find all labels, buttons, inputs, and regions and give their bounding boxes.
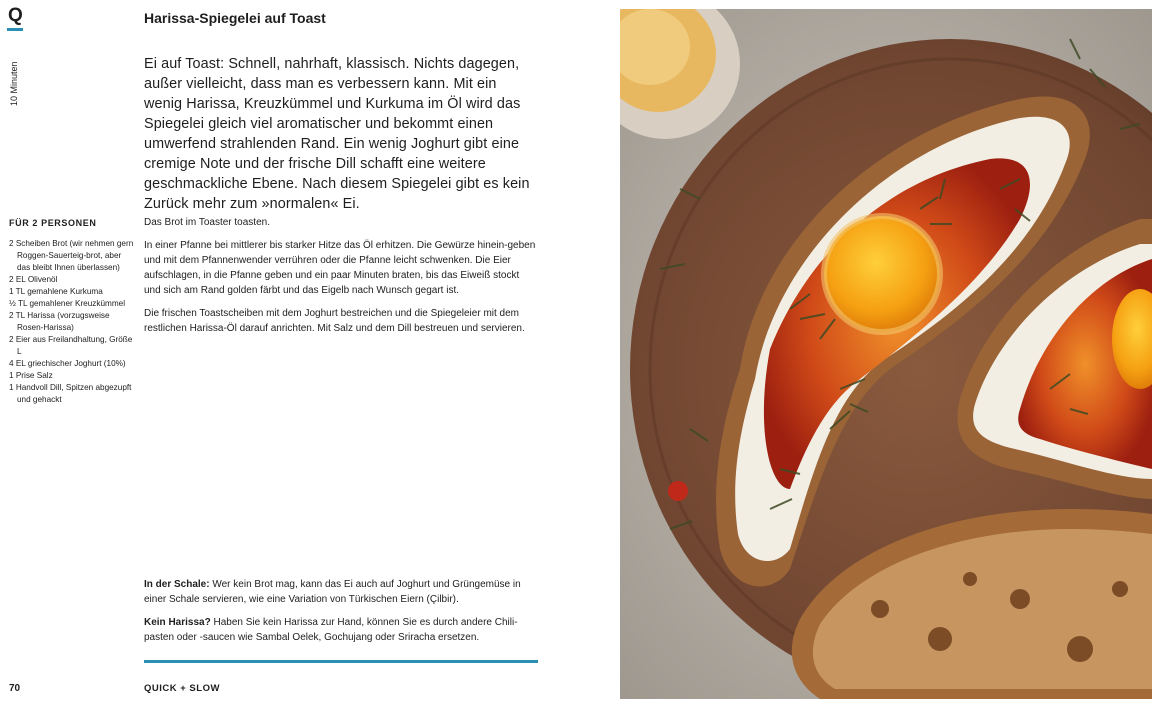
ingredient-item: 1 TL gemahlene Kurkuma [9, 287, 103, 296]
brand-logo: Q [8, 5, 23, 26]
ingredient-item: 1 Handvoll Dill, Spitzen abgezupft und gehackt [9, 383, 132, 404]
method-step: In einer Pfanne bei mittlerer bis starker Hitze das Öl erhitzen. Die Gewürze hinein-geben und mit dem Pfannenwender verrühren oder die Pfanne leicht schwenken. Die Eier aufschlagen, in die Pfanne geben und ein paar Minuten braten, bis das Eiweiß stockt und sich am Rand golden färbt und das Eigelb nach Wunsch gegart ist. [144, 240, 536, 296]
ingredient-item: 4 EL griechischer Joghurt (10%) [9, 359, 126, 368]
tip-text: Haben Sie kein Harissa zur Hand, können Sie es durch andere Chili-pasten oder -saucen wie Sambal Oelek, Gochujang oder Sriracha ersetzen. [144, 617, 518, 643]
method-step: Die frischen Toastscheiben mit dem Joghurt bestreichen und die Spiegeleier mit dem restlichen Harissa-Öl darauf anrichten. Mit Salz und dem Dill bestreuen und servieren. [144, 308, 525, 334]
ingredient-item: ½ TL gemahlener Kreuzkümmel [9, 299, 126, 308]
method-step: Das Brot im Toaster toasten. [144, 217, 270, 228]
tip-label: Kein Harissa? [144, 617, 211, 628]
ingredient-item: 2 Eier aus Freilandhaltung, Größe L [9, 335, 133, 356]
recipe-tips [144, 577, 538, 653]
tip-label: In der Schale: [144, 579, 210, 590]
page-number: 70 [9, 683, 21, 694]
recipe-intro: Ei auf Toast: Schnell, nahrhaft, klassisch. Nichts dagegen, außer vielleicht, dass man es verbessern kann. Mit ein wenig Harissa, Kreuzkümmel und Kurkuma im Öl wird das Spiegelei gleich viel aromatischer und bekommt einen umwerfend strahlenden Rand. Ein wenig Joghurt gibt eine cremige Note und der frische Dill schafft eine weitere geschmackliche Ebene. Nach diesem Spiegelei gibt es kein Zurück mehr zum »normalen« Ei. [144, 56, 530, 212]
ingredient-item: 2 Scheiben Brot (wir nehmen gern Roggen-Sauerteig-brot, aber das bleibt Ihnen überlassen) [9, 239, 134, 272]
book-section-footer: QUICK + SLOW [144, 683, 220, 694]
tip-paragraph [144, 615, 538, 645]
servings-heading: FÜR 2 PERSONEN [9, 218, 97, 228]
accent-rule [144, 660, 538, 663]
tip-text: Wer kein Brot mag, kann das Ei auch auf Joghurt und Grüngemüse in einer Schale servieren, wie eine Variation von Türkischen Eiern (Çilbir). [144, 579, 521, 605]
recipe-title: Harissa-Spiegelei auf Toast [144, 10, 326, 26]
method-steps [144, 215, 538, 344]
cooking-time: 10 Minuten [9, 61, 19, 106]
ingredient-list [9, 238, 134, 406]
ingredient-item: 2 EL Olivenöl [9, 275, 58, 284]
food-photo-illustration [620, 9, 1152, 699]
ingredient-item: 1 Prise Salz [9, 371, 53, 380]
tip-paragraph [144, 577, 538, 607]
ingredient-item: 2 TL Harissa (vorzugsweise Rosen-Harissa) [9, 311, 110, 332]
brand-logo-underline [7, 28, 23, 31]
food-photo [620, 9, 1152, 699]
